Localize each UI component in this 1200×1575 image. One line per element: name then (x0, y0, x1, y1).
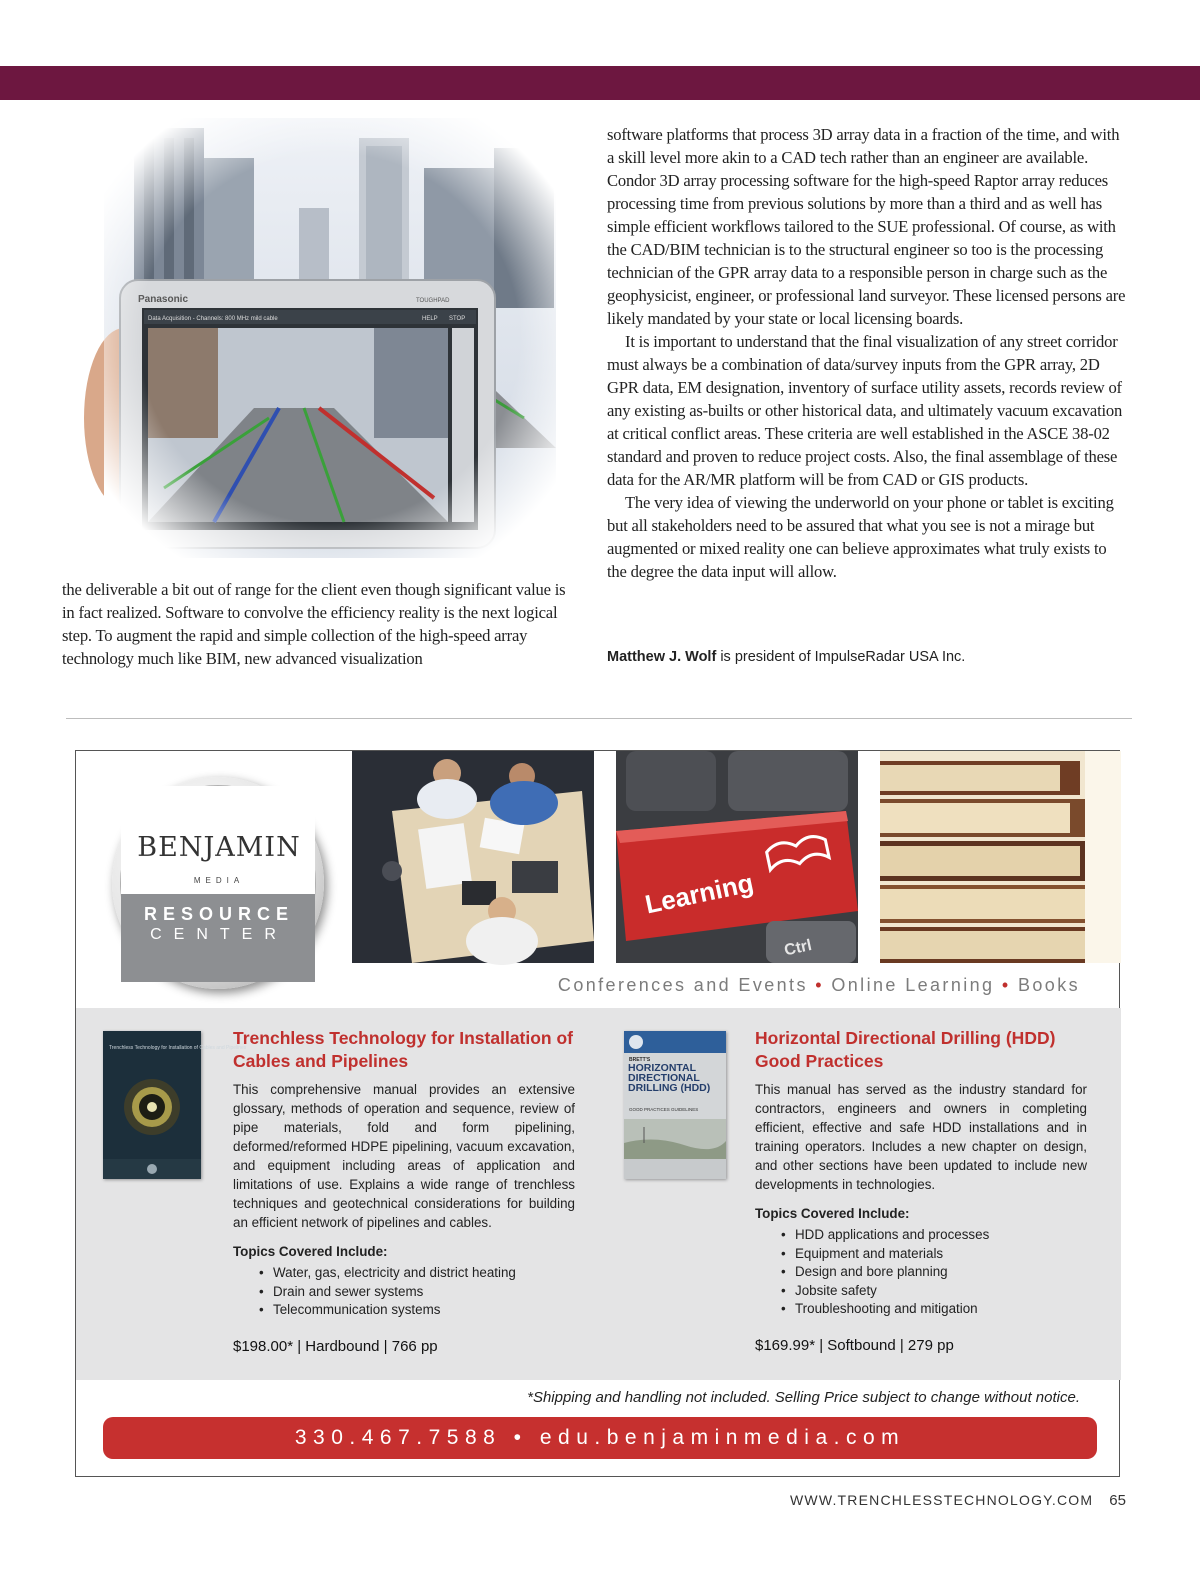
footer-website[interactable]: WWW.TRENCHLESSTECHNOLOGY.COM (790, 1492, 1094, 1508)
cover-sub: GOOD PRACTICES GUIDELINES (629, 1107, 699, 1112)
page-footer (790, 1492, 1126, 1509)
tagline-separator: • (815, 975, 824, 995)
book-price: $198.00* | Hardbound | 766 pp (233, 1337, 438, 1355)
book-hdd (755, 1027, 1087, 1354)
topics-heading: Topics Covered Include: (755, 1206, 910, 1221)
list-item: • Design and bore planning (795, 1263, 1087, 1282)
book-trenchless (233, 1027, 575, 1355)
page-number: 65 (1109, 1492, 1126, 1509)
benjamin-media-ad (75, 750, 1120, 1477)
topics-list (755, 1226, 1087, 1319)
article-paragraph: the deliverable a bit out of range for the client even though significant value is in fact realized. Software to convolve the efficiency reality is the next logical step. To augment the rapid and simple collection of the high-speed array technology much like BIM, new advanced visualization (62, 580, 566, 668)
list-item: • Water, gas, electricity and district heating (273, 1264, 575, 1283)
cover-title: HORIZONTAL DIRECTIONAL DRILLING (HDD) (628, 1062, 711, 1094)
topics-heading: Topics Covered Include: (233, 1244, 388, 1259)
book-title[interactable]: Horizontal Directional Drilling (HDD) Good Practices (755, 1028, 1056, 1071)
article-paragraph: It is important to understand that the final visualization of any street corridor must always be a combination of data/survey inputs from the GPR array, 2D GPR data, EM designation, inventory of surface utility assets, records review of any existing as-builts or other historical data, and ultimately vacuum excavation at critical conflict areas. These criteria are well established in the ASCE 38-02 standard and proven to reduce project costs. Also, the final assemblage of these data for the AR/MR platform will be from CAD or GIS products. (607, 332, 1123, 489)
book-title[interactable]: Trenchless Technology for Installation of Cables and Pipelines (233, 1028, 574, 1071)
article-left-column (62, 578, 574, 670)
meeting-photo (352, 751, 594, 963)
author-name: Matthew J. Wolf (607, 649, 717, 665)
ad-tagline (76, 975, 1080, 996)
list-item: • Drain and sewer systems (273, 1283, 575, 1302)
list-item: • Equipment and materials (795, 1245, 1087, 1264)
article-right-column (607, 123, 1127, 583)
list-item: • Troubleshooting and mitigation (795, 1300, 1087, 1319)
tagline-conferences: Conferences and Events (557, 975, 808, 995)
cover-title: Trenchless Technology for Installation of Cables and Pipelines (109, 1045, 247, 1051)
author-bio: is president of ImpulseRadar USA Inc. (716, 649, 966, 665)
header-bar (0, 66, 1200, 100)
list-item: • Jobsite safety (795, 1282, 1087, 1301)
books-stack-photo (880, 751, 1121, 963)
book-price: $169.99* | Softbound | 279 pp (755, 1336, 954, 1354)
learning-keyboard-photo (616, 751, 858, 963)
book-cover-trenchless[interactable] (103, 1031, 247, 1179)
author-byline (607, 649, 965, 665)
section-divider (66, 718, 1132, 719)
book-description: This comprehensive manual provides an extensive glossary, methods of operation and sequence, review of pipe materials, fold and form pipelining, deformed/reformed HDPE pipelining, vacuum excavation, and equipment including areas of application and limitations of use. Explains a wide range of trenchless techniques and geotechnical considerations for building an efficient network of pipelines and cables. (233, 1082, 575, 1230)
logo-line1: RESOURCE (143, 904, 294, 924)
logo-sub: MEDIA (193, 876, 245, 885)
tagline-books: Books (1017, 975, 1080, 995)
list-item: • HDD applications and processes (795, 1226, 1087, 1245)
book-cover-hdd[interactable] (624, 1031, 726, 1179)
logo-line2: CENTER (150, 926, 288, 943)
cover-kicker: BRETT'S (629, 1057, 651, 1063)
key-ctrl-label: Ctrl (782, 937, 814, 960)
benjamin-media-logo (112, 777, 324, 989)
book-description: This manual has served as the industry standard for contractors, engineers and owners in completing efficient, effective and safe HDD installations and in training operators. Includes a new chapter on design, and other sections have been updated to include new developments in technologies. (755, 1082, 1087, 1192)
contact-bar[interactable]: 330.467.7588 • edu.benjaminmedia.com (103, 1417, 1097, 1459)
tagline-online-learning: Online Learning (831, 975, 995, 995)
ar-tablet-figure (104, 118, 556, 558)
shipping-disclaimer: *Shipping and handling not included. Selling Price subject to change without notice. (527, 1389, 1080, 1406)
logo-name: BENJAMIN (137, 832, 301, 863)
tagline-separator: • (1001, 975, 1011, 995)
topics-list (233, 1264, 575, 1320)
key-learning-label: Learning (642, 867, 757, 920)
article-paragraph: software platforms that process 3D array data in a fraction of the time, and with a skill level more akin to a CAD tech rather than an engineer are available. Condor 3D array processing software for the high-speed Raptor array reduces processing time from previous solutions by more than a third and as well has simple efficient workflows tailored to the SUE professional. Of course, as with the CAD/BIM technician is to the structural engineer so too is the processing technician of the GPR array data to a responsible person in charge such as the geophysicist, engineer, or professional land surveyor. These licensed persons are likely mandated by your state or local licensing boards. (607, 125, 1126, 328)
list-item: • Telecommunication systems (273, 1301, 575, 1320)
article-paragraph: The very idea of viewing the underworld on your phone or tablet is exciting but all stakeholders need to be assured that what you see is not a mirage but augmented or mixed reality one can believe approximates what truly exists to the degree the data input will allow. (607, 493, 1114, 581)
